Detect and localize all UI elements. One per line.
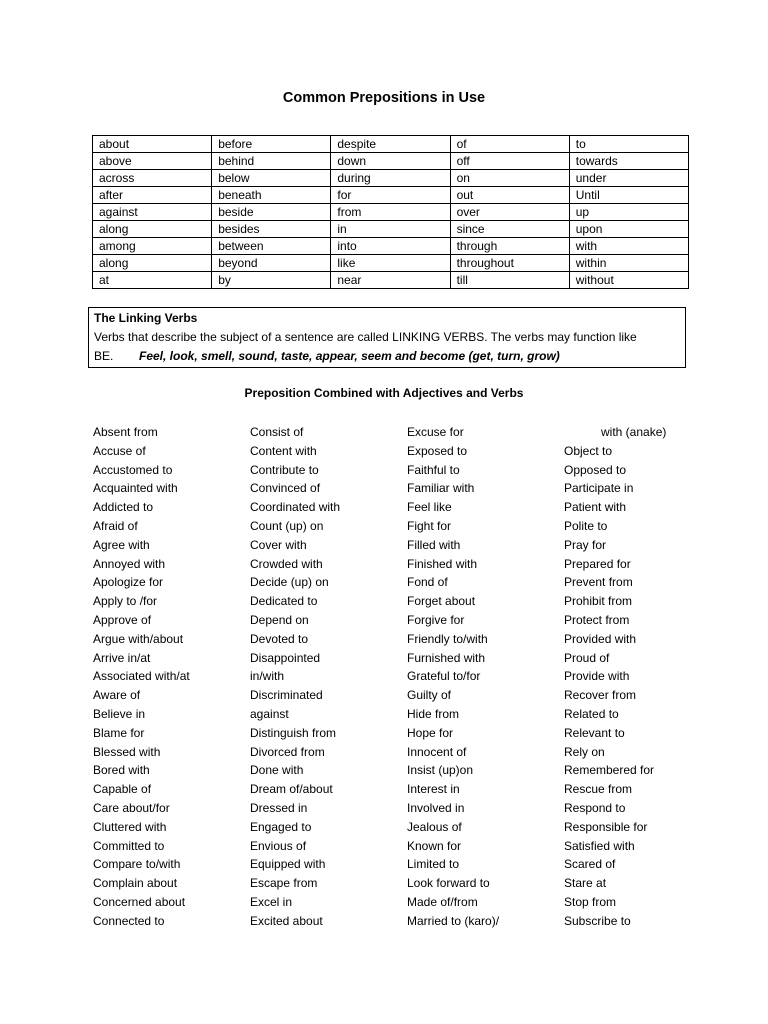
list-item: Crowded with [250, 556, 323, 571]
list-item: Accustomed to [93, 462, 173, 477]
list-item: Related to [564, 706, 619, 721]
linking-verbs-description: Verbs that describe the subject of a sentence are called LINKING VERBS. The verbs may function like [94, 330, 637, 344]
list-item: Excited about [250, 913, 323, 928]
word-column-2 [250, 423, 340, 931]
table-cell: despite [331, 136, 450, 153]
list-item: Absent from [93, 425, 158, 439]
list-item: Agree with [93, 537, 150, 552]
list-item: Patient with [564, 500, 627, 515]
list-item: Interest in [407, 782, 460, 797]
list-item: Count (up) on [250, 518, 324, 533]
list-item: Exposed to [407, 443, 468, 458]
linking-verbs-title: The Linking Verbs [94, 311, 198, 325]
list-item: Compare to/with [93, 857, 181, 872]
list-item: Stare at [564, 876, 607, 891]
list-item: Innocent of [407, 744, 467, 759]
list-item: Forget about [407, 594, 476, 609]
list-item: Dream of/about [250, 782, 333, 797]
list-item: Remembered for [564, 763, 655, 778]
list-item: Addicted to [93, 500, 154, 515]
list-item: Argue with/about [93, 631, 184, 646]
table-cell: throughout [450, 255, 569, 272]
list-item: Care about/for [93, 800, 170, 815]
table-cell: by [212, 272, 331, 289]
table-cell: out [450, 187, 569, 204]
table-cell: over [450, 204, 569, 221]
list-item: in/with [250, 669, 285, 684]
list-item: Connected to [93, 913, 165, 928]
table-cell: among [93, 238, 212, 255]
list-item: Participate in [564, 481, 634, 496]
list-item: Consist of [250, 425, 304, 439]
list-item: Polite to [564, 518, 608, 533]
list-item: Feel like [407, 500, 452, 515]
prepositions-table-body [93, 136, 689, 289]
list-item: Opposed to [564, 462, 627, 477]
list-item: Distinguish from [250, 725, 337, 740]
list-item: Equipped with [250, 857, 326, 872]
list-item: Fond of [407, 575, 448, 590]
table-cell: into [331, 238, 450, 255]
list-item: Cover with [250, 537, 307, 552]
table-cell: during [331, 170, 450, 187]
list-item: Prohibit from [564, 594, 633, 609]
list-item: Prepared for [564, 556, 631, 571]
table-cell: under [569, 170, 688, 187]
word-column-4 [564, 423, 666, 931]
list-item: Envious of [250, 838, 307, 853]
list-item: Hope for [407, 725, 454, 740]
list-item: Divorced from [250, 744, 325, 759]
table-cell: in [331, 221, 450, 238]
list-item: Relevant to [564, 725, 625, 740]
list-item: Disappointed [250, 650, 321, 665]
table-cell: on [450, 170, 569, 187]
table-cell: across [93, 170, 212, 187]
table-cell: through [450, 238, 569, 255]
list-item: Convinced of [250, 481, 321, 496]
table-cell: after [93, 187, 212, 204]
prepositions-table [92, 135, 689, 289]
list-item: Guilty of [407, 688, 452, 703]
list-item: Limited to [407, 857, 460, 872]
list-item: Familiar with [407, 481, 475, 496]
list-item: Excuse for [407, 425, 464, 439]
list-item: Blame for [93, 725, 145, 740]
linking-verbs-examples-line [94, 347, 685, 366]
list-item: Engaged to [250, 819, 312, 834]
table-cell: against [93, 204, 212, 221]
list-item: Complain about [93, 876, 178, 891]
table-cell: off [450, 153, 569, 170]
table-cell: below [212, 170, 331, 187]
table-cell: till [450, 272, 569, 289]
list-item: Insist (up)on [407, 763, 474, 778]
table-cell: along [93, 255, 212, 272]
list-item: Object to [564, 443, 613, 458]
list-item: Look forward to [407, 876, 490, 891]
list-item: with (anake) [601, 425, 667, 439]
list-item: Protect from [564, 612, 630, 627]
list-item: Fight for [407, 518, 452, 533]
list-item: Subscribe to [564, 913, 631, 928]
list-item: Hide from [407, 706, 460, 721]
table-cell: down [331, 153, 450, 170]
list-item: Respond to [564, 800, 626, 815]
list-item: Bored with [93, 763, 150, 778]
list-item: Annoyed with [93, 556, 166, 571]
list-item: Apply to /for [93, 594, 158, 609]
table-cell: within [569, 255, 688, 272]
list-item: Stop from [564, 894, 617, 909]
list-item: Responsible for [564, 819, 648, 834]
list-item: Cluttered with [93, 819, 167, 834]
table-cell: besides [212, 221, 331, 238]
list-item: Pray for [564, 537, 607, 552]
list-item: Rescue from [564, 782, 633, 797]
list-item: Coordinated with [250, 500, 341, 515]
list-item: Provided with [564, 631, 637, 646]
table-cell: beneath [212, 187, 331, 204]
list-item: Acquainted with [93, 481, 178, 496]
list-item: Made of/from [407, 894, 478, 909]
word-column-1 [93, 423, 190, 931]
table-cell: since [450, 221, 569, 238]
list-item: Devoted to [250, 631, 309, 646]
table-cell: with [569, 238, 688, 255]
list-item: Scared of [564, 857, 616, 872]
page-title: Common Prepositions in Use [282, 90, 486, 106]
list-item: Arrive in/at [93, 650, 151, 665]
table-cell: along [93, 221, 212, 238]
table-cell: from [331, 204, 450, 221]
table-cell: beyond [212, 255, 331, 272]
table-cell: above [93, 153, 212, 170]
linking-verbs-examples: Feel, look, smell, sound, taste, appear, seem and become (get, turn, grow) [139, 349, 560, 363]
table-cell: up [569, 204, 688, 221]
list-item: Committed to [93, 838, 165, 853]
list-item: Excel in [250, 894, 293, 909]
table-cell: between [212, 238, 331, 255]
list-item: Faithful to [407, 462, 460, 477]
list-item: Forgive for [407, 612, 465, 627]
table-row [93, 272, 689, 289]
be-word: BE. [94, 349, 114, 363]
table-row [93, 170, 689, 187]
table-row [93, 255, 689, 272]
list-item: Done with [250, 763, 304, 778]
list-item: Accuse of [93, 443, 146, 458]
table-row [93, 136, 689, 153]
list-item: Blessed with [93, 744, 161, 759]
list-item: Jealous of [407, 819, 462, 834]
list-item: Apologize for [93, 575, 164, 590]
list-item: Decide (up) on [250, 575, 329, 590]
table-cell: beside [212, 204, 331, 221]
linking-verbs-box [88, 307, 686, 368]
table-row [93, 187, 689, 204]
section-title: Preposition Combined with Adjectives and Verbs [244, 386, 524, 400]
list-item: Dedicated to [250, 594, 318, 609]
table-cell: about [93, 136, 212, 153]
list-item: Dressed in [250, 800, 308, 815]
list-item: Proud of [564, 650, 610, 665]
list-item: Believe in [93, 706, 146, 721]
list-item: Content with [250, 443, 317, 458]
list-item: Provide with [564, 669, 630, 684]
list-item: Approve of [93, 612, 152, 627]
table-row [93, 153, 689, 170]
list-item: Prevent from [564, 575, 633, 590]
list-item: Escape from [250, 876, 318, 891]
table-cell: at [93, 272, 212, 289]
table-cell: before [212, 136, 331, 153]
table-cell: like [331, 255, 450, 272]
table-cell: for [331, 187, 450, 204]
table-cell: of [450, 136, 569, 153]
table-cell: to [569, 136, 688, 153]
list-item: Furnished with [407, 650, 486, 665]
list-item: Friendly to/with [407, 631, 488, 646]
table-row [93, 238, 689, 255]
list-item: Married to (karo)/ [407, 913, 500, 928]
list-item: Filled with [407, 537, 461, 552]
table-cell: Until [569, 187, 688, 204]
table-row [93, 204, 689, 221]
list-item: Finished with [407, 556, 478, 571]
list-item: Capable of [93, 782, 152, 797]
table-cell: without [569, 272, 688, 289]
list-item: Satisfied with [564, 838, 635, 853]
list-item: Depend on [250, 612, 309, 627]
list-item: Rely on [564, 744, 605, 759]
list-item: against [250, 706, 289, 721]
list-item: Known for [407, 838, 462, 853]
table-cell: behind [212, 153, 331, 170]
table-cell: upon [569, 221, 688, 238]
table-cell: towards [569, 153, 688, 170]
list-item: Afraid of [93, 518, 138, 533]
list-item: Associated with/at [93, 669, 190, 684]
list-item: Involved in [407, 800, 465, 815]
list-item: Grateful to/for [407, 669, 481, 684]
word-column-3 [407, 423, 499, 931]
list-item: Recover from [564, 688, 637, 703]
list-item: Aware of [93, 688, 141, 703]
list-item: Discriminated [250, 688, 323, 703]
list-item: Contribute to [250, 462, 319, 477]
table-cell: near [331, 272, 450, 289]
table-row [93, 221, 689, 238]
list-item: Concerned about [93, 894, 186, 909]
